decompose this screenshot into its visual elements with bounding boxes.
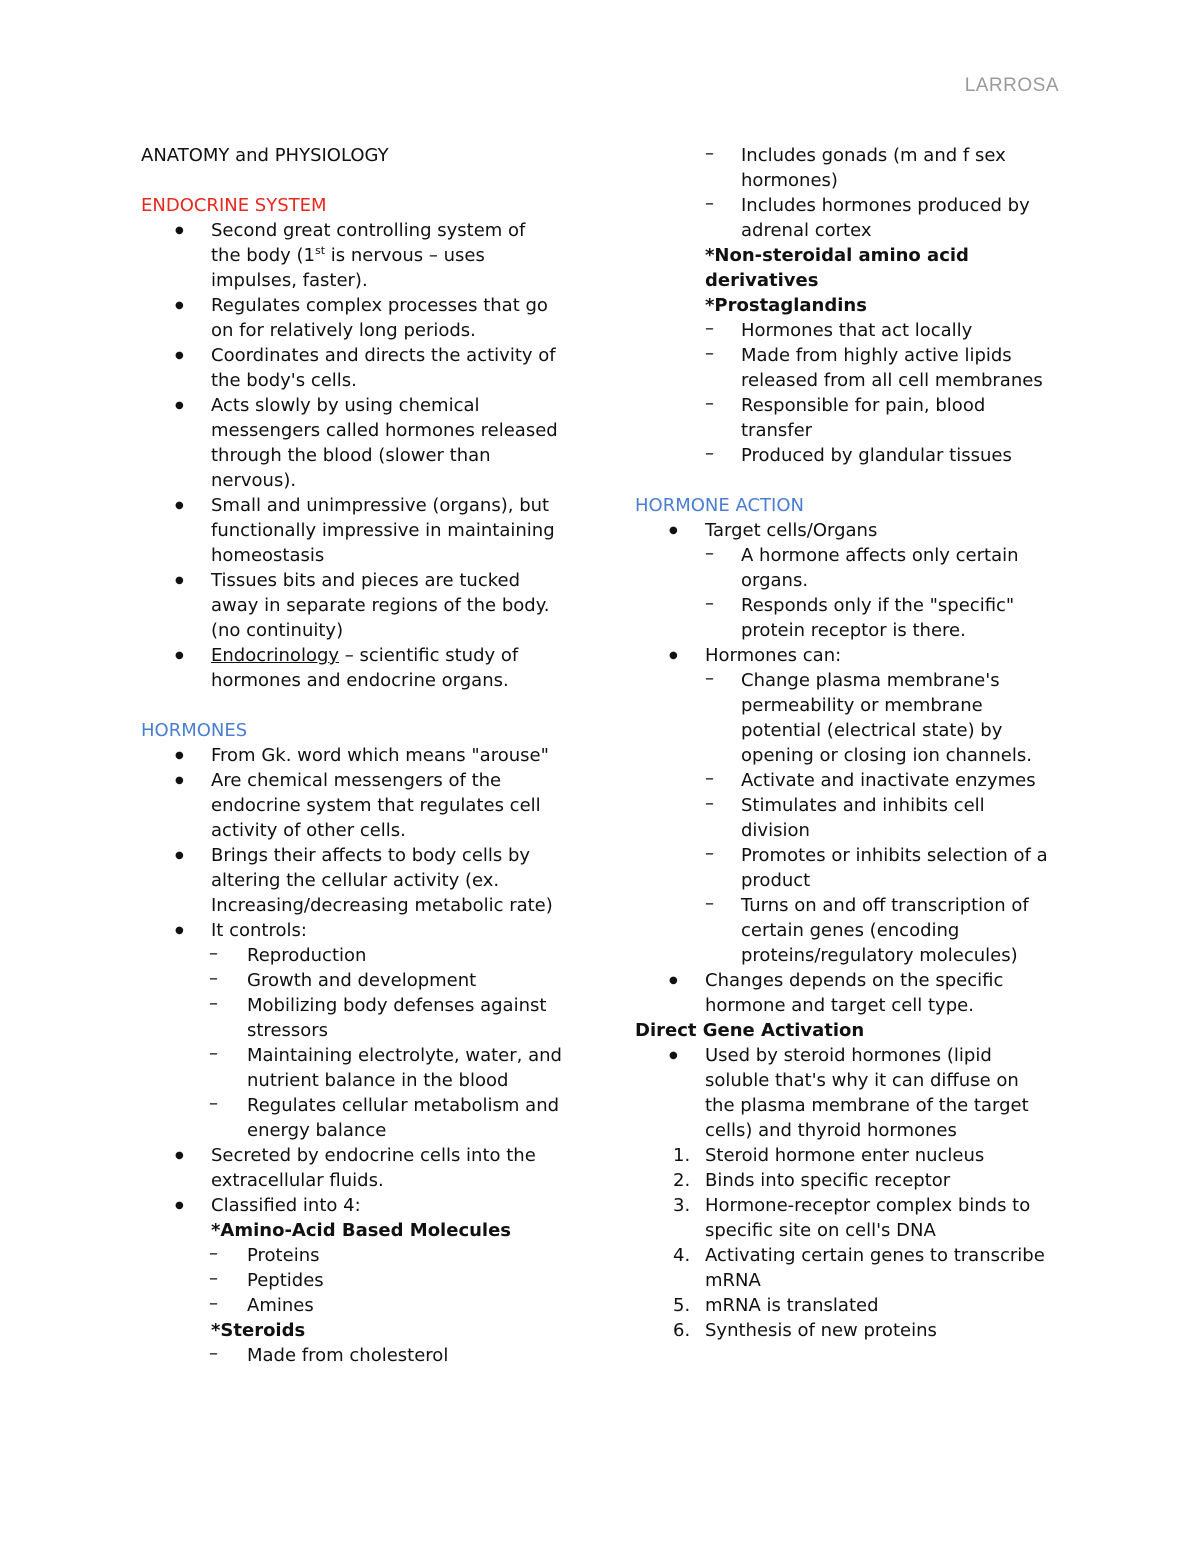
subheading-steroids: *Steroids	[211, 1320, 306, 1341]
sub-list-item: – Stimulates and inhibits cell division	[635, 793, 1065, 843]
list-item: ● Small and unimpressive (organs), but functionally impressive in maintaining homeostasis	[141, 493, 571, 568]
sub-list-item: – Reproduction	[141, 943, 571, 968]
sub-list-item: – Proteins	[141, 1243, 571, 1268]
sub-list-item: – Peptides	[141, 1268, 571, 1293]
subheading-prostaglandins: *Prostaglandins	[705, 295, 867, 316]
numbered-step: 4. Activating certain genes to transcribe mRNA	[673, 1245, 1045, 1291]
section-heading-hormones: HORMONES	[141, 720, 248, 741]
list-item: ● Hormones can:	[635, 643, 1065, 668]
sub-list-item: – Change plasma membrane's permeability or membrane potential (electrical state) by opening or closing ion channels.	[635, 668, 1065, 768]
numbered-step: 2. Binds into specific receptor	[673, 1170, 951, 1191]
numbered-step: 5. mRNA is translated	[673, 1295, 879, 1316]
list-item: ● Changes depends on the specific hormone and target cell type.	[635, 968, 1065, 1018]
section-heading-hormone-action: HORMONE ACTION	[635, 495, 804, 516]
sub-list-item: – Growth and development	[141, 968, 571, 993]
list-item: ● Tissues bits and pieces are tucked away in separate regions of the body. (no continuity)	[141, 568, 571, 643]
list-item: ● Secreted by endocrine cells into the extracellular fluids.	[141, 1143, 571, 1193]
sub-list-item: – A hormone affects only certain organs.	[635, 543, 1065, 593]
section-heading-endocrine-system: ENDOCRINE SYSTEM	[141, 195, 327, 216]
sub-list-item: – Produced by glandular tissues	[635, 443, 1065, 468]
sub-list-item: – Made from highly active lipids released from all cell membranes	[635, 343, 1065, 393]
list-item: ● Target cells/Organs	[635, 518, 1065, 543]
left-column	[141, 143, 571, 1368]
list-item: ● Used by steroid hormones (lipid soluble that's why it can diffuse on the plasma membrane of the target cells) and thyroid hormones	[635, 1043, 1065, 1143]
sub-list-item: – Regulates cellular metabolism and energy balance	[141, 1093, 571, 1143]
sub-list-item: – Maintaining electrolyte, water, and nutrient balance in the blood	[141, 1043, 571, 1093]
list-item: ● From Gk. word which means "arouse"	[141, 743, 571, 768]
right-column	[635, 143, 1065, 1343]
sub-list-item: – Includes gonads (m and f sex hormones)	[635, 143, 1065, 193]
list-item: ● Classified into 4:	[141, 1193, 571, 1218]
sub-list-item: – Amines	[141, 1293, 571, 1318]
sub-list-item: – Activate and inactivate enzymes	[635, 768, 1065, 793]
document-title: ANATOMY and PHYSIOLOGY	[141, 145, 389, 166]
sub-list-item: – Turns on and off transcription of certain genes (encoding proteins/regulatory molecules)	[635, 893, 1065, 968]
list-item: ● Second great controlling system of the body (1st is nervous – uses impulses, faster).	[141, 218, 571, 293]
sub-list-item: – Promotes or inhibits selection of a product	[635, 843, 1065, 893]
sub-list-item: – Responds only if the "specific" protein receptor is there.	[635, 593, 1065, 643]
sub-list-item: – Made from cholesterol	[141, 1343, 571, 1368]
subheading-amino-acid: *Amino-Acid Based Molecules	[211, 1220, 512, 1241]
page-header-name: LARROSA	[964, 75, 1059, 96]
sub-list-item: – Includes hormones produced by adrenal cortex	[635, 193, 1065, 243]
numbered-step: 1. Steroid hormone enter nucleus	[673, 1145, 985, 1166]
list-item: ● Regulates complex processes that go on for relatively long periods.	[141, 293, 571, 343]
list-item: ● Acts slowly by using chemical messengers called hormones released through the blood (slower than nervous).	[141, 393, 571, 493]
term-endocrinology: Endocrinology	[211, 645, 340, 666]
list-item: ● Are chemical messengers of the endocrine system that regulates cell activity of other cells.	[141, 768, 571, 843]
sub-list-item: – Hormones that act locally	[635, 318, 1065, 343]
numbered-step: 6. Synthesis of new proteins	[673, 1320, 937, 1341]
sub-list-item: – Responsible for pain, blood transfer	[635, 393, 1065, 443]
subheading-non-steroidal: *Non-steroidal amino acid derivatives	[705, 245, 969, 291]
list-item: ● It controls:	[141, 918, 571, 943]
list-item: ● Coordinates and directs the activity of the body's cells.	[141, 343, 571, 393]
list-item: ● Brings their affects to body cells by altering the cellular activity (ex. Increasing/decreasing metabolic rate)	[141, 843, 571, 918]
sub-list-item: – Mobilizing body defenses against stressors	[141, 993, 571, 1043]
numbered-step: 3. Hormone-receptor complex binds to specific site on cell's DNA	[673, 1195, 1031, 1241]
section-heading-direct-gene-activation: Direct Gene Activation	[635, 1020, 865, 1041]
list-item: ● Endocrinology – scientific study of hormones and endocrine organs.	[141, 643, 571, 693]
